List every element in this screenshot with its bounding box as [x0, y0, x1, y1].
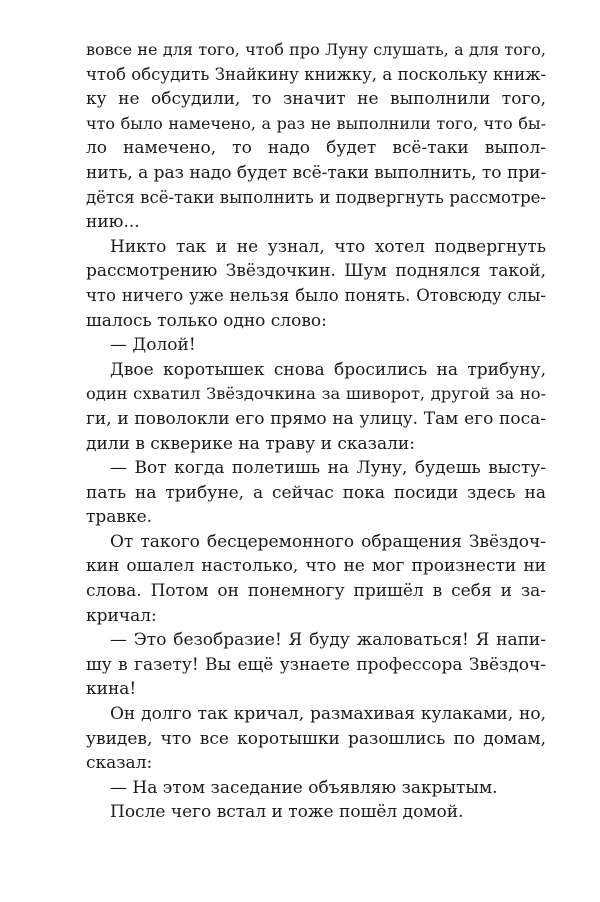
text-line: травке. [86, 507, 153, 528]
text-line: От такого бесцеремонного обращения Звёздоч- [110, 531, 546, 552]
text-line: шу в газету! Вы ещё узнаете профессора Звёздоч- [86, 654, 546, 675]
paragraph [86, 456, 546, 530]
text-line: нию... [86, 212, 140, 233]
text-line: — Это безобразие! Я буду жаловаться! Я напи- [110, 630, 546, 651]
text-line: вовсе не для того, чтоб про Луну слушать, а для того, [86, 40, 546, 59]
text-line: один схватил Звёздочкина за шиворот, другой за но- [86, 384, 546, 404]
text-line: увидев, что все коротышки разошлись по домам, [86, 728, 546, 749]
text-line: шалось только одно слово: [86, 310, 327, 331]
text-line: кричал: [86, 605, 157, 626]
text-line: дётся всё-таки выполнить и подвергнуть рассмотре- [86, 187, 546, 207]
paragraph [86, 776, 546, 801]
text-line: рассмотрению Звёздочкин. Шум поднялся такой, [86, 261, 546, 282]
paragraph [86, 38, 546, 235]
text-line: — Вот когда полетишь на Луну, будешь высту- [110, 458, 546, 479]
text-line: что ничего уже нельзя было понять. Отовсюду слы- [86, 285, 546, 305]
text-line: что было намечено, а раз не выполнили того, что бы- [86, 113, 546, 133]
paragraph [86, 530, 546, 628]
text-line: нить, а раз надо будет всё-таки выполнить, то при- [86, 162, 547, 183]
paragraph [86, 702, 546, 776]
text-line: ло намечено, то надо будет всё-таки выпол- [86, 138, 546, 159]
text-line: ку не обсудили, то значит не выполнили того, [86, 89, 546, 110]
paragraph [86, 628, 546, 702]
text-line: дили в скверике на траву и сказали: [86, 433, 415, 454]
text-line: кина! [86, 679, 137, 700]
text-line: пать на трибуне, а сейчас пока посиди здесь на [86, 482, 546, 503]
text-line: кин ошалел настолько, что не мог произнести ни [86, 556, 546, 577]
text-line: ги, и поволокли его прямо на улицу. Там его поса- [86, 408, 546, 429]
text-line: Двое коротышек снова бросились на трибуну, [110, 359, 546, 380]
text-line: слова. Потом он понемногу пришёл в себя и за- [86, 581, 546, 602]
paragraph [86, 800, 546, 825]
paragraph [86, 333, 546, 358]
text-line: Никто так и не узнал, что хотел подвергнуть [110, 236, 546, 257]
paragraph [86, 235, 546, 333]
text-line: — Долой! [110, 335, 196, 356]
text-line: После чего встал и тоже пошёл домой. [110, 802, 464, 823]
page-text-body [86, 38, 546, 825]
text-line: Он долго так кричал, размахивая кулаками, но, [110, 704, 546, 725]
text-line: сказал: [86, 753, 153, 774]
paragraph [86, 358, 546, 456]
text-line: чтоб обсудить Знайкину книжку, а поскольку книж- [86, 64, 546, 84]
text-line: — На этом заседание объявляю закрытым. [110, 777, 498, 798]
